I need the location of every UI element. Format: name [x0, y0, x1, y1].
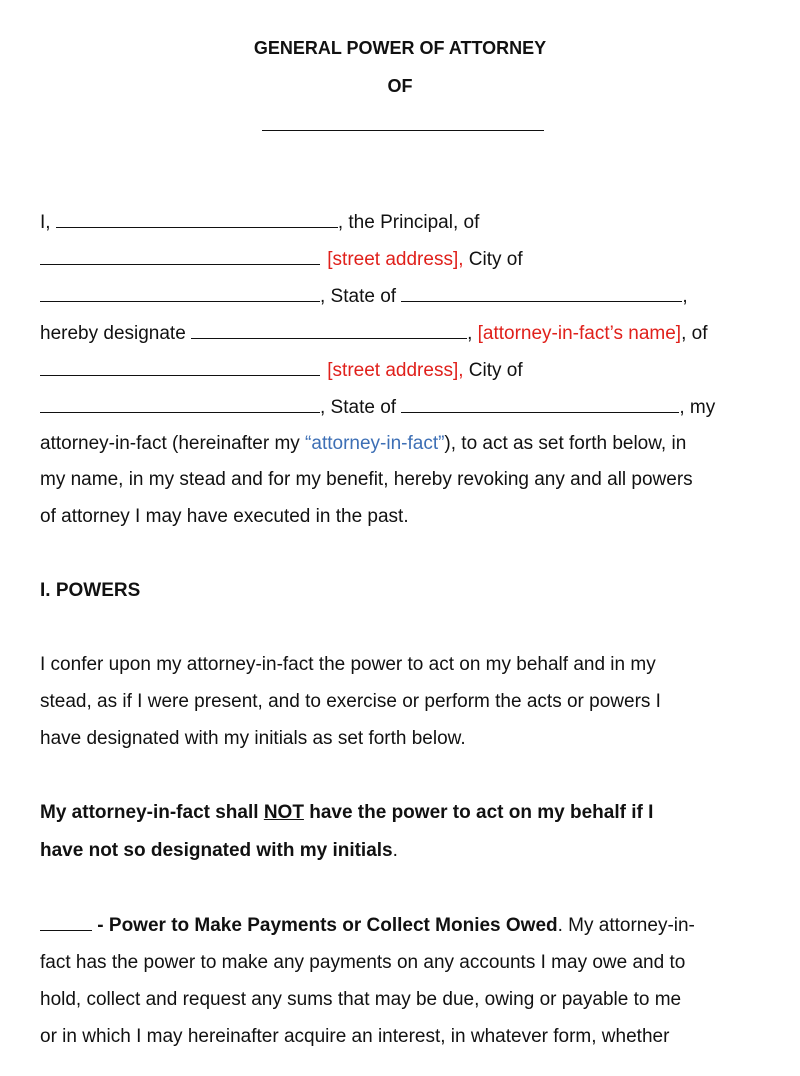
my-text: , my [679, 397, 716, 418]
state-of-text: , State of [320, 397, 397, 418]
city-of-text: City of [463, 360, 523, 381]
of-text: , of [681, 323, 708, 344]
attorney-state-field[interactable] [401, 394, 679, 413]
text-span: . My attorney-in- [557, 915, 695, 936]
text-span: have the power to act on my behalf if I [303, 802, 654, 823]
principal-state-field[interactable] [401, 283, 682, 302]
attorney-name-placeholder: [attorney-in-fact’s name] [477, 323, 682, 344]
i-prefix: I, [40, 212, 51, 233]
payments-power-line-4: or in which I may hereinafter acquire an interest, in whatever form, whether [40, 1026, 670, 1047]
initials-field[interactable] [40, 912, 92, 931]
payments-power-title: Power to Make Payments or Collect Monies Owed [108, 915, 558, 936]
text-span: ), to act as set forth below, in [444, 433, 687, 454]
payments-power-line-3: hold, collect and request any sums that may be due, owing or payable to me [40, 989, 682, 1010]
attorney-in-fact-quote: “attorney-in-fact” [305, 433, 445, 454]
period-text: . [392, 840, 398, 861]
payments-power-line-2: fact has the power to make any payments on any accounts I may owe and to [40, 952, 686, 973]
designation-line-7 [40, 431, 686, 457]
street-address-placeholder: [street address], [327, 360, 464, 381]
designation-line-3 [40, 283, 688, 310]
designation-line-4 [40, 320, 708, 347]
street-address-placeholder: [street address], [327, 249, 464, 270]
powers-heading: I. POWERS [40, 580, 141, 601]
not-designated-line-1 [40, 800, 653, 826]
city-of-text: City of [463, 249, 523, 270]
principal-of-text: , the Principal, of [337, 212, 480, 233]
comma-text: , [682, 286, 688, 307]
principal-street-field[interactable] [40, 246, 320, 265]
designation-line-9: of attorney I may have executed in the past. [40, 506, 409, 527]
principal-name-field[interactable] [56, 209, 338, 228]
document-title: GENERAL POWER OF ATTORNEY [253, 38, 547, 58]
principal-name-blank[interactable] [262, 130, 544, 131]
powers-paragraph-line: have designated with my initials as set forth below. [40, 728, 466, 749]
attorney-street-field[interactable] [40, 357, 320, 376]
designation-line-8: my name, in my stead and for my benefit, hereby revoking any and all powers [40, 469, 693, 490]
hereby-designate-text: hereby designate [40, 323, 186, 344]
document-title-of: OF [387, 76, 413, 96]
state-of-text: , State of [320, 286, 397, 307]
comma-text: , [467, 323, 473, 344]
dash-text: - [92, 915, 109, 936]
powers-paragraph-line: stead, as if I were present, and to exercise or perform the acts or powers I [40, 691, 661, 712]
not-emphasis: NOT [263, 802, 304, 823]
text-span: My attorney-in-fact shall [40, 802, 264, 823]
designation-line-1 [40, 209, 479, 236]
powers-paragraph-line: I confer upon my attorney-in-fact the power to act on my behalf and in my [40, 654, 656, 675]
payments-power-line-1 [40, 912, 695, 939]
attorney-name-field[interactable] [191, 320, 467, 339]
attorney-city-field[interactable] [40, 394, 320, 413]
text-span: attorney-in-fact (hereinafter my [40, 433, 306, 454]
designation-line-2 [40, 246, 523, 273]
designation-line-5 [40, 357, 523, 384]
principal-city-field[interactable] [40, 283, 320, 302]
designation-line-6 [40, 394, 715, 421]
not-designated-line-2 [40, 838, 398, 864]
text-span: have not so designated with my initials [40, 840, 393, 861]
